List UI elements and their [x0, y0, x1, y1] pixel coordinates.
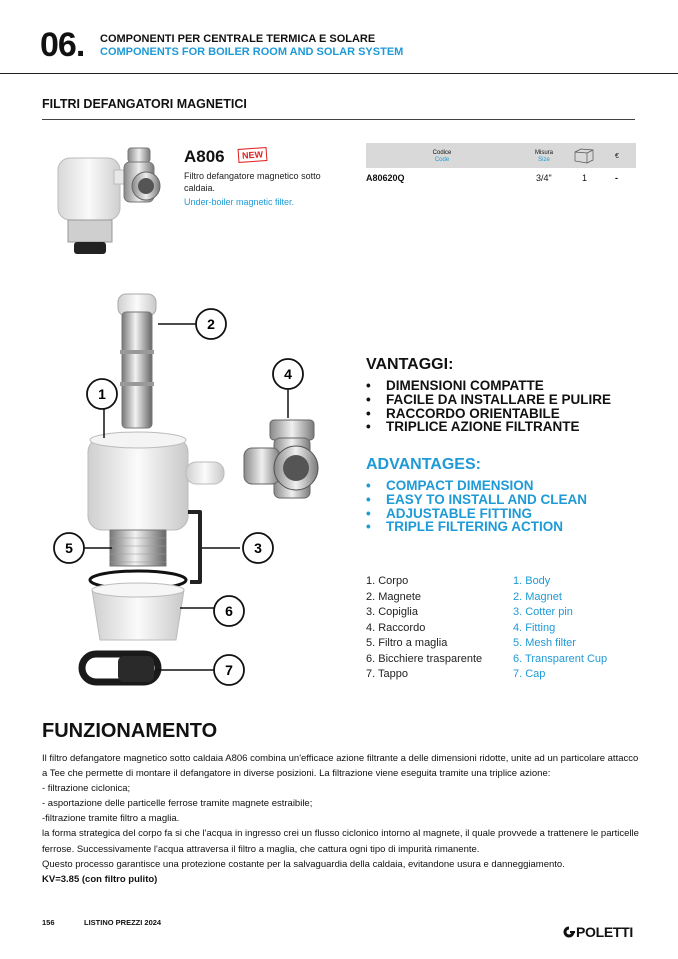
part-item-en: 2. Magnet	[513, 590, 562, 603]
new-badge: NEW	[238, 147, 268, 163]
size-column-header	[526, 150, 562, 164]
body-part	[88, 432, 224, 530]
part-item-en: 1. Body	[513, 575, 551, 587]
product-description-it: Filtro defangatore magnetico sotto caldaia.	[184, 171, 321, 193]
svg-text:3: 3	[254, 540, 262, 556]
advantages-item: • EASY TO INSTALL AND CLEAN	[366, 493, 587, 507]
body-paragraph: - filtrazione ciclonica;	[42, 783, 131, 795]
advantages-item: • TRIPLE FILTERING ACTION	[366, 520, 587, 534]
brand-logo	[562, 924, 633, 940]
part-item-en: 7. Cap	[513, 668, 546, 680]
advantages-item: • ADJUSTABLE FITTING	[366, 507, 587, 521]
product-code: A806	[184, 147, 225, 166]
header-divider	[0, 73, 678, 74]
package-box-icon	[573, 147, 595, 164]
body-paragraph: Questo processo garantisce una protezione costante per la salvaguardia della caldaia, evitandone usura e danneggiamento.	[42, 858, 565, 870]
vantaggi-title: VANTAGGI:	[366, 356, 454, 373]
callout-3	[243, 533, 273, 563]
row-size: 3/4"	[536, 173, 552, 183]
code-column-header	[422, 150, 462, 164]
svg-text:4: 4	[284, 366, 292, 382]
svg-text:2: 2	[207, 316, 215, 332]
section-divider	[42, 119, 635, 120]
body-paragraph: Il filtro defangatore magnetico sotto caldaia A806 combina un'efficace azione filtrante a delle dimensioni ridotte, unite ad un particolare attacco a Tee che permette di montare il defangatore in diverse posizioni. La filtrazione viene eseguita tramite una triplice azione:	[42, 753, 639, 780]
part-item-it: 2. Magnete	[366, 590, 422, 603]
part-item-en: 6. Transparent Cup	[513, 652, 608, 665]
callout-1	[87, 379, 117, 409]
chapter-number: 06.	[40, 26, 85, 64]
vantaggi-list	[366, 379, 611, 434]
funzionamento-title: FUNZIONAMENTO	[42, 720, 218, 742]
callout-2	[196, 309, 226, 339]
poletti-mark-icon	[562, 925, 576, 939]
svg-text:7: 7	[225, 662, 233, 678]
vantaggi-item: • TRIPLICE AZIONE FILTRANTE	[366, 420, 611, 434]
vantaggi-item: • FACILE DA INSTALLARE E PULIRE	[366, 393, 611, 407]
svg-text:6: 6	[225, 603, 233, 619]
row-code: A80620Q	[366, 173, 405, 183]
funzionamento-body	[42, 751, 642, 887]
size-header-en: Size	[538, 157, 550, 163]
brand-name: POLETTI	[576, 924, 634, 940]
section-title: FILTRI DEFANGATORI MAGNETICI	[42, 97, 247, 111]
callout-4	[273, 359, 303, 389]
svg-text:1: 1	[98, 386, 106, 402]
row-price: -	[615, 173, 618, 183]
advantages-title: ADVANTAGES:	[366, 456, 481, 473]
cap-part	[82, 654, 158, 682]
kv-value: KV=3.85 (con filtro pulito)	[42, 873, 158, 885]
part-item-it: 7. Tappo	[366, 668, 409, 680]
parts-list-en	[513, 574, 607, 683]
callout-5	[54, 533, 84, 563]
part-item-it: 6. Bicchiere trasparente	[366, 652, 483, 665]
size-header-it: Misura	[534, 150, 553, 156]
price-column-header: €	[615, 153, 619, 160]
body-paragraph: la forma strategica del corpo fa si che l'acqua in ingresso crei un flusso ciclonico intorno al magnete, il quale provvede a trattenere le particelle ferrose. Successivamente l'acqua attraversa il filtro a maglia, che cattura ogni tipo di impurità rimanente.	[42, 828, 639, 855]
product-photo	[48, 140, 173, 265]
part-item-en: 4. Fitting	[513, 621, 556, 634]
cotter-pin-part	[188, 512, 200, 582]
footer-label: LISTINO PREZZI 2024	[84, 918, 162, 927]
vantaggi-item: • DIMENSIONI COMPATTE	[366, 379, 611, 393]
advantages-list	[366, 479, 587, 534]
body-paragraph: - asportazione delle particelle ferrose tramite magnete estraibile;	[42, 798, 313, 810]
part-item-en: 3. Cotter pin	[513, 606, 573, 618]
part-item-it: 1. Corpo	[366, 575, 409, 587]
chapter-title-it: COMPONENTI PER CENTRALE TERMICA E SOLARE	[100, 33, 376, 45]
fitting-part	[244, 420, 318, 498]
chapter-title-en: COMPONENTS FOR BOILER ROOM AND SOLAR SYSTEM	[100, 46, 404, 58]
transparent-cup-part	[90, 571, 186, 640]
callout-7	[214, 655, 244, 685]
callout-6	[214, 596, 244, 626]
vantaggi-item: • RACCORDO ORIENTABILE	[366, 407, 611, 421]
body-paragraph: -filtrazione tramite filtro a maglia.	[42, 813, 180, 825]
code-header-it: Codice	[432, 150, 452, 156]
page-number: 156	[42, 918, 55, 927]
part-item-it: 3. Copiglia	[366, 606, 418, 618]
svg-text:5: 5	[65, 540, 73, 556]
code-header-en: Code	[434, 157, 450, 163]
product-description-en: Under-boiler magnetic filter.	[184, 197, 295, 207]
row-quantity: 1	[582, 173, 588, 183]
exploded-view-diagram	[40, 290, 340, 700]
part-item-en: 5. Mesh filter	[513, 637, 576, 649]
mesh-filter-part	[110, 530, 166, 566]
magnet-part	[118, 294, 156, 428]
part-item-it: 5. Filtro a maglia	[366, 637, 448, 649]
price-table-header	[366, 143, 636, 168]
advantages-item: • COMPACT DIMENSION	[366, 479, 587, 493]
parts-list-it	[366, 574, 482, 683]
part-item-it: 4. Raccordo	[366, 621, 426, 634]
